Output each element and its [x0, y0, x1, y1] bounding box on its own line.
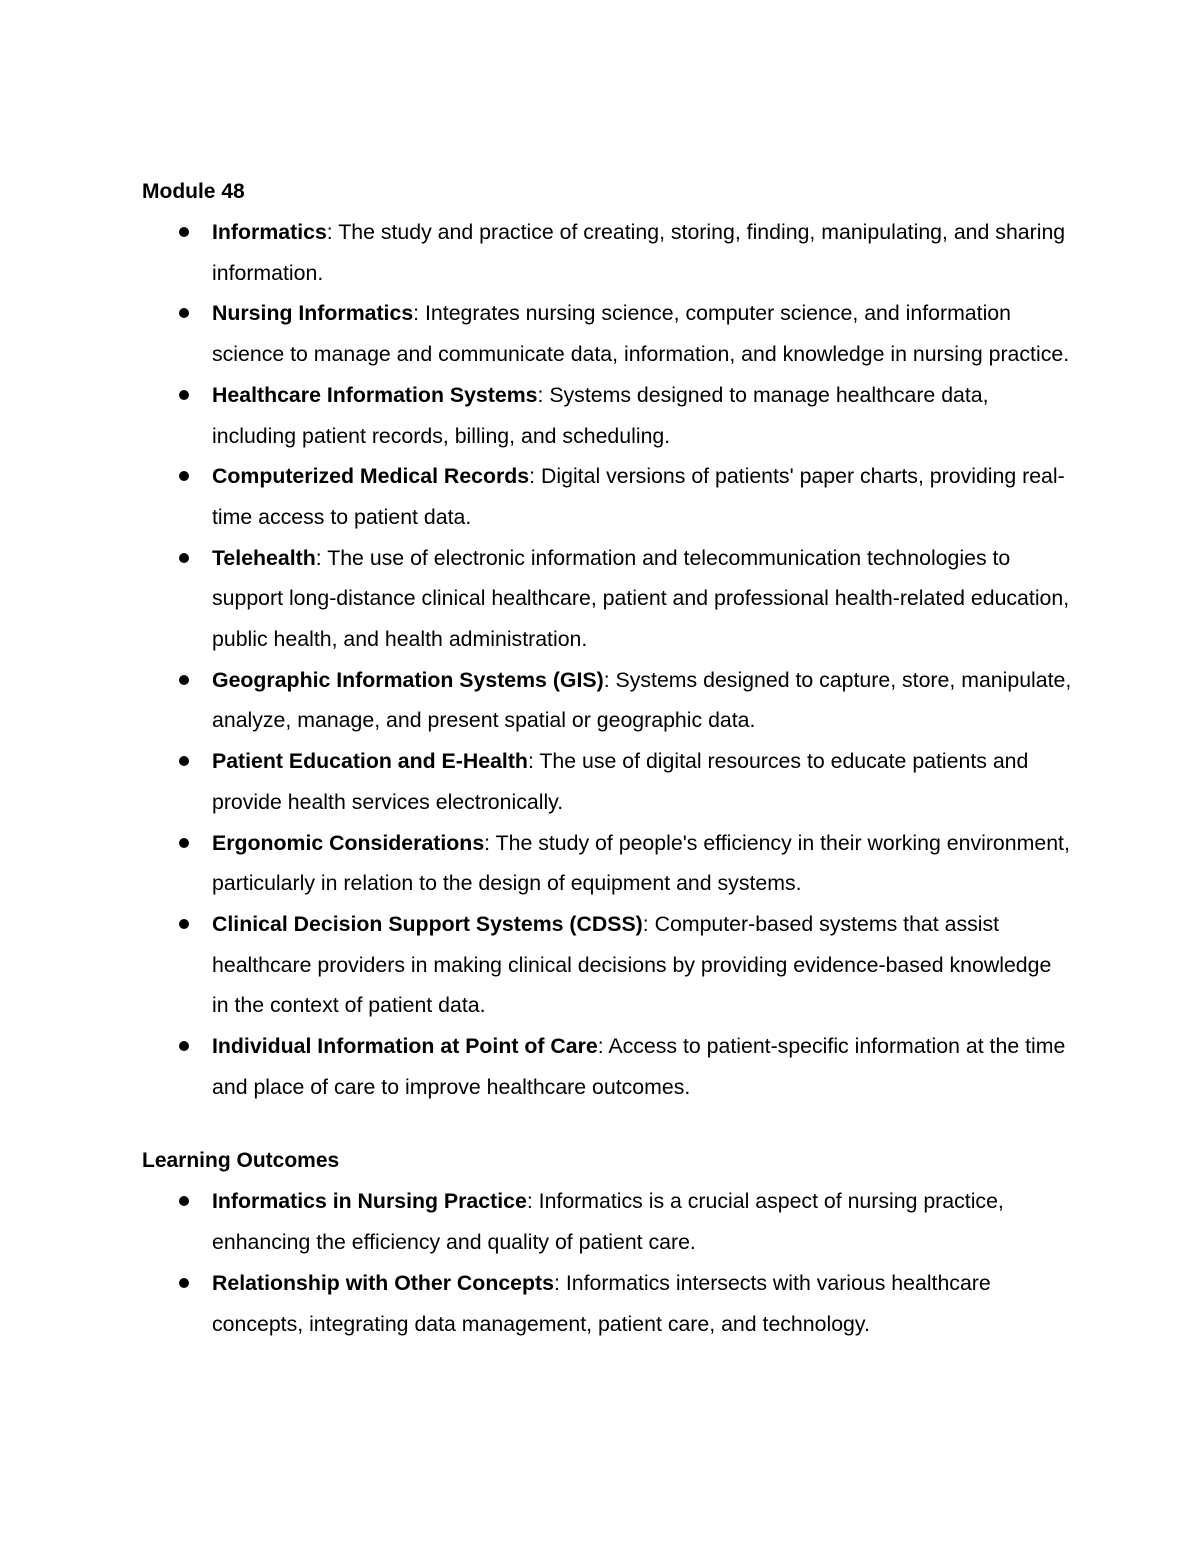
bullet-icon	[179, 756, 189, 766]
list-item	[142, 823, 1072, 904]
document-content	[142, 172, 1072, 1344]
bullet-icon	[179, 675, 189, 685]
term-name: Geographic Information Systems (GIS)	[212, 667, 604, 692]
list-item	[142, 904, 1072, 1026]
term-separator: :	[326, 220, 339, 244]
term-name: Computerized Medical Records	[212, 464, 530, 489]
term-separator: :	[484, 830, 496, 855]
term-separator: :	[529, 464, 541, 489]
bullet-icon	[179, 308, 189, 318]
term-separator: :	[642, 911, 655, 936]
list-item	[142, 660, 1072, 741]
term-name: Nursing Informatics	[212, 301, 414, 326]
bullet-icon	[179, 553, 189, 563]
bullet-icon	[179, 227, 189, 237]
bullet-icon	[179, 1278, 189, 1288]
bullet-icon	[179, 471, 189, 481]
term-description: Integrates nursing science, computer science, and information science to manage and communicate data, information, and knowledge in nursing practice.	[212, 301, 1070, 367]
term-name: Clinical Decision Support Systems (CDSS)	[212, 911, 643, 936]
term-name: Informatics in Nursing Practice	[212, 1189, 527, 1214]
list-item	[142, 741, 1072, 822]
bullet-icon	[179, 390, 189, 400]
term-description: Informatics is a crucial aspect of nursing practice, enhancing the efficiency and quality of patient care.	[212, 1189, 1004, 1255]
bullet-icon	[179, 919, 189, 929]
list-item	[142, 538, 1072, 660]
term-description: Systems designed to manage healthcare data, including patient records, billing, and scheduling.	[212, 382, 989, 448]
term-separator: :	[553, 1270, 566, 1295]
learning-outcomes-title: Learning Outcomes	[142, 1149, 340, 1173]
term-separator: :	[603, 667, 616, 692]
bullet-icon	[179, 1196, 189, 1206]
term-separator: :	[315, 545, 328, 570]
section-spacer	[142, 1107, 1072, 1141]
term-name: Healthcare Information Systems	[212, 382, 538, 407]
module-term-list	[142, 212, 1072, 1107]
term-name: Relationship with Other Concepts	[212, 1270, 554, 1295]
term-description: Systems designed to capture, store, manipulate, analyze, manage, and present spatial or geographic data.	[212, 667, 1072, 733]
term-description: The use of electronic information and telecommunication technologies to support long-distance clinical healthcare, patient and professional health-related education, public health, and health administration.	[212, 545, 1070, 652]
term-description: The use of digital resources to educate patients and provide health services electronically.	[212, 749, 1029, 814]
list-item	[142, 1263, 1072, 1344]
list-item	[142, 456, 1072, 537]
list-item	[142, 212, 1072, 293]
term-description: The study and practice of creating, storing, finding, manipulating, and sharing information.	[212, 220, 1066, 285]
bullet-icon	[179, 838, 189, 848]
learning-outcomes-list	[142, 1181, 1072, 1344]
list-item	[142, 375, 1072, 456]
term-description: Digital versions of patients' paper charts, providing real-time access to patient data.	[212, 464, 1065, 529]
term-separator: :	[526, 1189, 539, 1214]
term-description: Access to patient-specific information at the time and place of care to improve healthcare outcomes.	[212, 1034, 1066, 1099]
term-name: Patient Education and E-Health	[212, 749, 528, 774]
term-description: Informatics intersects with various healthcare concepts, integrating data management, patient care, and technology.	[212, 1270, 991, 1336]
list-item	[142, 1026, 1072, 1107]
term-name: Informatics	[212, 220, 327, 244]
term-separator: :	[413, 301, 426, 326]
term-name: Individual Information at Point of Care	[212, 1034, 598, 1059]
term-separator: :	[527, 749, 540, 774]
term-name: Telehealth	[212, 545, 316, 570]
term-description: Computer-based systems that assist healthcare providers in making clinical decisions by providing evidence-based knowledge in the context of patient data.	[212, 911, 1052, 1018]
list-item	[142, 1181, 1072, 1262]
list-item	[142, 293, 1072, 374]
bullet-icon	[179, 1041, 189, 1051]
term-separator: :	[537, 382, 550, 407]
term-description: The study of people's efficiency in their working environment, particularly in relation to the design of equipment and systems.	[212, 830, 1070, 896]
module-title: Module 48	[142, 180, 245, 203]
term-separator: :	[597, 1034, 609, 1059]
term-name: Ergonomic Considerations	[212, 830, 485, 855]
